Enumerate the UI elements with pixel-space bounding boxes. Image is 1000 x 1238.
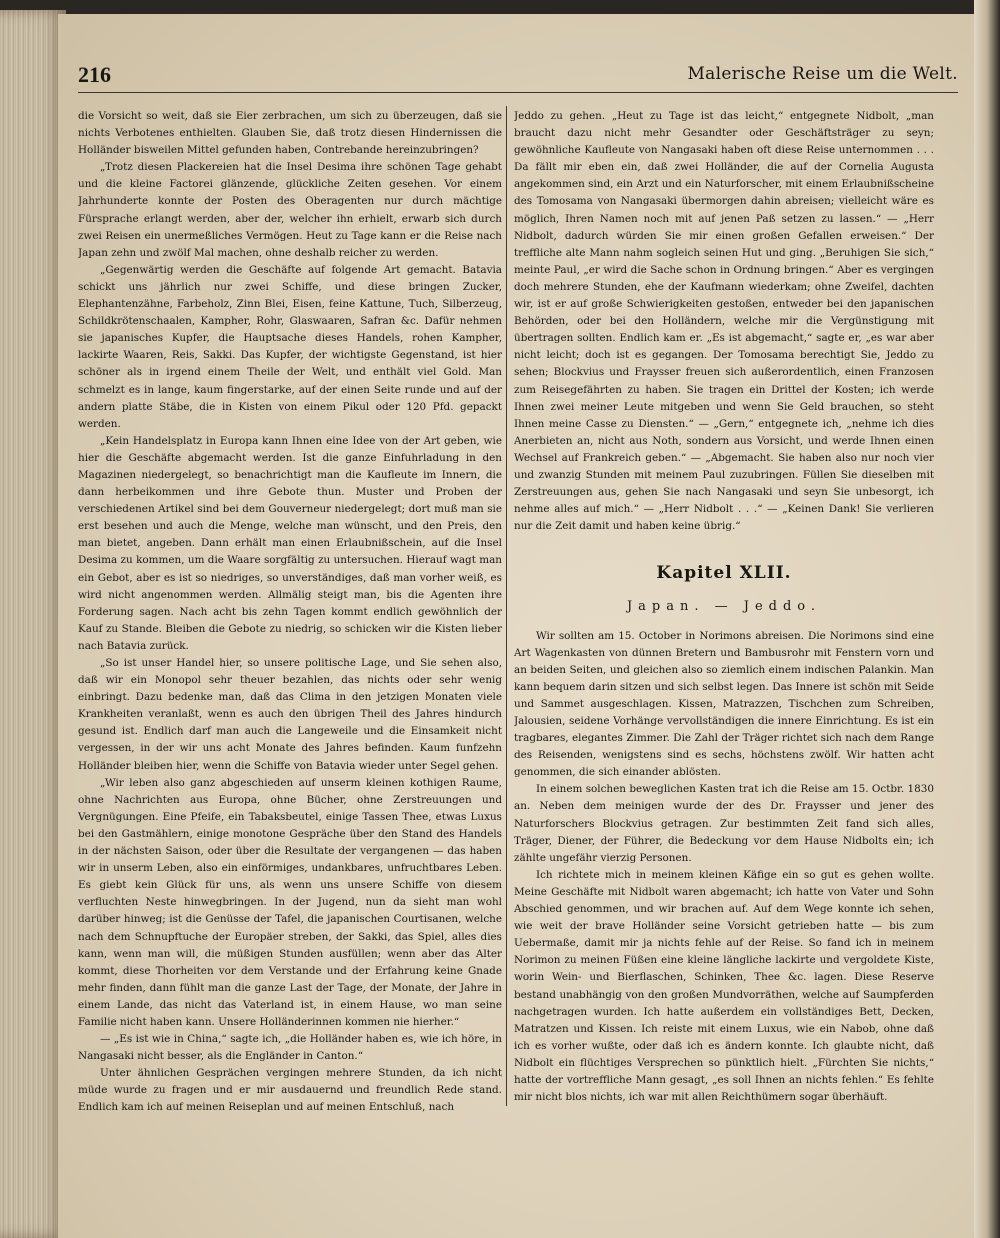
page-number: 216: [78, 62, 111, 87]
book-spine-gutter: [0, 10, 66, 1238]
page-header: [78, 62, 958, 93]
chapter-subtitle: Japan. — Jeddo.: [626, 599, 822, 615]
paragraph: Wir sollten am 15. October in Norimons abreisen. Die Norimons sind eine Art Wagenkasten von dünnen Bretern und Bambusrohr mit Fenstern vorn und an beiden Seiten, und gleichen also so ziemlich einem indischen Palankin. Man kann bequem darin sitzen und sich selbst legen. Das Innere ist schön mit Seide und Sammet ausgeschlagen. Kissen, Matrazzen, Tischchen zum Schreiben, Jalousien, seidene Vorhänge vervollständigen die innere Einrichtung. Es ist ein tragbares, elegantes Zimmer. Die Zahl der Träger richtet sich nach dem Range des Reisenden, wenigstens sind es sechs, höchstens zwölf. Wir hatten acht genommen, die sich einander ablösten.: [514, 629, 934, 779]
book-page: [58, 14, 974, 1238]
paragraph: In einem solchen beweglichen Kasten trat ich die Reise am 15. Octbr. 1830 an. Neben dem meinigen wurde der des Dr. Fraysser und jener des Naturforschers Blockvius getragen. Zur bestimmten Zeit fand sich alles, Träger, Diener, der Führer, die Bedeckung vor dem Hause Nidbolts ein; ich zählte ungefähr vierzig Personen.: [514, 783, 934, 864]
paragraph: „Wir leben also ganz abgeschieden auf unserm kleinen kothigen Raume, ohne Nachrichten aus Europa, ohne Bücher, ohne Zerstreuungen und Vergnügungen. Eine Pfeife, ein Tabaksbeutel, einige Tassen Thee, etwas Luxus bei den Gastmählern, einige monotone Gespräche über den Stand des Handels in der nächsten Saison, oder über die Resultate der vergangenen — das haben wir in unserm Leben, also ein einförmiges, undankbares, unfruchtbares Leben. Es giebt kein Glück für uns, als wenn uns unsere Schiffe von diesem verfluchten Neste hinwegbringen. In der Jugend, nun da sieht man wohl darüber hinweg; ist die Genüsse der Tafel, die japanischen Courtisanen, welche nach dem Schnupftuche der Europäer streben, der Sakki, das Spiel, alles dies kann, wenn man will, die müßigen Stunden ausfüllen; wenn aber das Alter kommt, diese Thorheiten vor dem Verstande und der Erfahrung keine Gnade mehr finden, dann fühlt man die ganze Last der Tage, der Monate, der Jahre in einem Lande, das nicht das Vaterland ist, in einem Hause, wo man seine Familie nicht haben kann. Unsere Holländerinnen kommen nie hierher.“: [78, 776, 502, 1028]
paragraph: Jeddo zu gehen. „Heut zu Tage ist das leicht,“ entgegnete Nidbolt, „man braucht dazu nicht mehr Gesandter oder Geschäftsträger zu seyn; gewöhnliche Kaufleute von Nangasaki haben oft diese Reise unternommen . . . Da fällt mir eben ein, daß zwei Holländer, die auf der Cornelia Augusta angekommen sind, ein Arzt und ein Naturforscher, mit einem Erlaubnißscheine des Tomosama von Nangasaki übermorgen dahin abreisen; vielleicht wäre es möglich, Ihren Namen noch mit auf jenen Paß setzen zu lassen.“ — „Herr Nidbolt, dadurch würden Sie mir einen großen Gefallen erweisen.“ Der treffliche alte Mann nahm sogleich seinen Hut und ging. „Beruhigen Sie sich,“ meinte Paul, „er wird die Sache schon in Ordnung bringen.“ Aber es vergingen doch mehrere Stunden, ehe der Kaufmann wiederkam; ohne Zweifel, dachten wir, ist er auf große Schwierigkeiten gestoßen, entweder bei den japanischen Behörden, oder bei den Holländern, welche mir die Vergünstigung mit übertragen sollten. Endlich kam er. „Es ist abgemacht,“ sagte er, „es war aber nicht leicht; doch ist es gegangen. Der Tomosama berechtigt Sie, Jeddo zu sehen; Blockvius und Fraysser freuen sich außerordentlich, einen Franzosen zum Reisegefährten zu haben. Sie tragen ein Drittel der Kosten; ich werde Ihnen zwei meiner Leute mitgeben und wenn Sie Geld brauchen, so steht Ihnen meine Casse zu Diensten.“ — „Gern,“ entgegnete ich, „nehme ich dies Anerbieten an, nicht aus Noth, sondern aus Vorsicht, und werde Ihnen einen Wechsel auf Frankreich geben.“ — „Abgemacht. Sie haben also nur noch vier und zwanzig Stunden mit meinem Paul zuzubringen. Füllen Sie dieselben mit Zerstreuungen aus, gehen Sie nach Nangasaki und seyn Sie unbesorgt, ich nehme alles auf mich.“ — „Herr Nidbolt . . .“ — „Keinen Dank! Sie verlieren nur die Zeit damit und haben keine übrig.“: [514, 110, 934, 533]
paragraph: „Gegenwärtig werden die Geschäfte auf folgende Art gemacht. Batavia schickt uns jährlich nur zwei Schiffe, und diese bringen Zucker, Elephantenzähne, Farbeholz, Zinn Blei, Eisen, feine Kattune, Tuch, Silberzeug, Schildkrötenschaalen, Kampher, Rohr, Glaswaaren, Safran &c. Dafür nehmen sie japanisches Kupfer, die Hauptsache dieses Handels, rohen Kampher, lackirte Waaren, Reis, Sakki. Das Kupfer, der wichtigste Gegenstand, ist hier schöner als in irgend einem Theile der Welt, und enthält viel Gold. Man schmelzt es in lange, kaum fingerstarke, auf der einen Seite runde und auf der andern platte Stäbe, die in Kisten von einem Pikul oder 120 Pfd. gepackt werden.: [78, 263, 502, 430]
paragraph: Ich richtete mich in meinem kleinen Käfige ein so gut es gehen wollte. Meine Geschäfte mit Nidbolt waren abgemacht; ich hatte von Vater und Sohn Abschied genommen, und wir brachen auf. Auf dem Wege konnte ich sehen, wie weit der brave Holländer seine Vorsicht getrieben hatte — bis zum Uebermaße, damit mir ja nichts fehle auf der Reise. So fand ich in meinem Norimon zu meinen Füßen eine kleine längliche lackirte und vergoldete Kiste, worin Wein- und Bierflaschen, Schinken, Thee &c. lagen. Diese Reserve bestand unabhängig von den großen Mundvorräthen, welche auf Saumpferden nachgetragen wurden. Ich hatte außerdem ein vollständiges Bett, Decken, Matratzen und Kissen. Ich reiste mit einem Luxus, wie ein Nabob, ohne daß ich es vorher wußte, oder daß ich es ändern konnte. Ich glaubte nicht, daß Nidbolt ein flüchtiges Versprechen so pünktlich hielt. „Fürchten Sie nichts,“ hatte der vortreffliche Mann gesagt, „es soll Ihnen an nichts fehlen.“ Es fehlte mir nicht blos nichts, ich war mit allen Reichthümern sogar überhäuft.: [514, 868, 934, 1104]
left-column: [78, 108, 502, 1118]
paragraph: „Kein Handelsplatz in Europa kann Ihnen eine Idee von der Art geben, wie hier die Geschäfte abgemacht werden. Ist die ganze Einfuhrladung in den Magazinen niedergelegt, so benachrichtigt man die Kaufleute im Innern, die dann herbeikommen und ihre Gebote thun. Muster und Proben der verschiedenen Artikel sind bei dem Gouverneur niedergelegt; dort muß man sie erst besehen und auch die Menge, welche man wünscht, und den Preis, den man bietet, angeben. Dann erhält man einen Erlaubnißschein, auf die Insel Desima zu kommen, um die Waare sorgfältig zu untersuchen. Hierauf wagt man ein Gebot, aber es ist so niedriges, so unverständiges, daß man vorher weiß, es wird nicht angenommen werden. Allmälig steigt man, bis die Agenten ihre Forderung sagen. Nach acht bis zehn Tagen kommt endlich gewöhnlich der Kauf zu Stande. Bleiben die Gebote zu niedrig, so schicken wir die Kisten lieber nach Batavia zurück.: [78, 434, 502, 652]
paragraph: — „Es ist wie in China,“ sagte ich, „die Holländer haben es, wie ich höre, in Nangasaki nicht besser, als die Engländer in Canton.“: [78, 1033, 502, 1063]
paragraph: „So ist unser Handel hier, so unsere politische Lage, und Sie sehen also, daß wir ein Monopol sehr theuer bezahlen, das nichts oder sehr wenig einbringt. Dazu bedenke man, daß das Clima in den jetzigen Monaten viele Krankheiten veranlaßt, wenn es auch den übrigen Theil des Jahres hindurch gesund ist. Endlich darf man auch die Langeweile und die Einsamkeit nicht vergessen, in der wir uns acht Monate des Jahres befinden. Kaum funfzehn Holländer bleiben hier, wenn die Schiffe von Batavia wieder unter Segel gehen.: [78, 657, 502, 772]
column-divider: [506, 106, 507, 1106]
page-edge-shadow: [974, 0, 1000, 1238]
paragraph: die Vorsicht so weit, daß sie Eier zerbrachen, um sich zu überzeugen, daß sie nichts Verbotenes enthielten. Glauben Sie, daß trotz diesen Hindernissen die Holländer bisweilen Mittel gefunden haben, Contrebande hereinzubringen?: [78, 110, 502, 157]
chapter-heading: Kapitel XLII.: [656, 563, 792, 584]
running-title: Malerische Reise um die Welt.: [687, 64, 958, 84]
paragraph: Unter ähnlichen Gesprächen vergingen mehrere Stunden, da ich nicht müde wurde zu fragen und er mir ausdauernd und freundlich Rede stand. Endlich kam ich auf meinen Reiseplan und auf meinen Entschluß, nach: [78, 1067, 502, 1114]
paragraph: „Trotz diesen Plackereien hat die Insel Desima ihre schönen Tage gehabt und die kleine Factorei glänzende, glückliche Zeiten gesehen. Vor einem Jahrhunderte konnte der Posten des Oberagenten nur durch mächtige Fürsprache erlangt werden, aber der, welcher ihn erhielt, erwarb sich durch zwei Reisen ein unermeßliches Vermögen. Heut zu Tage kann er die Reise nach Japan zehn und zwölf Mal machen, ohne deshalb reicher zu werden.: [78, 161, 502, 259]
right-column: [514, 108, 934, 1118]
